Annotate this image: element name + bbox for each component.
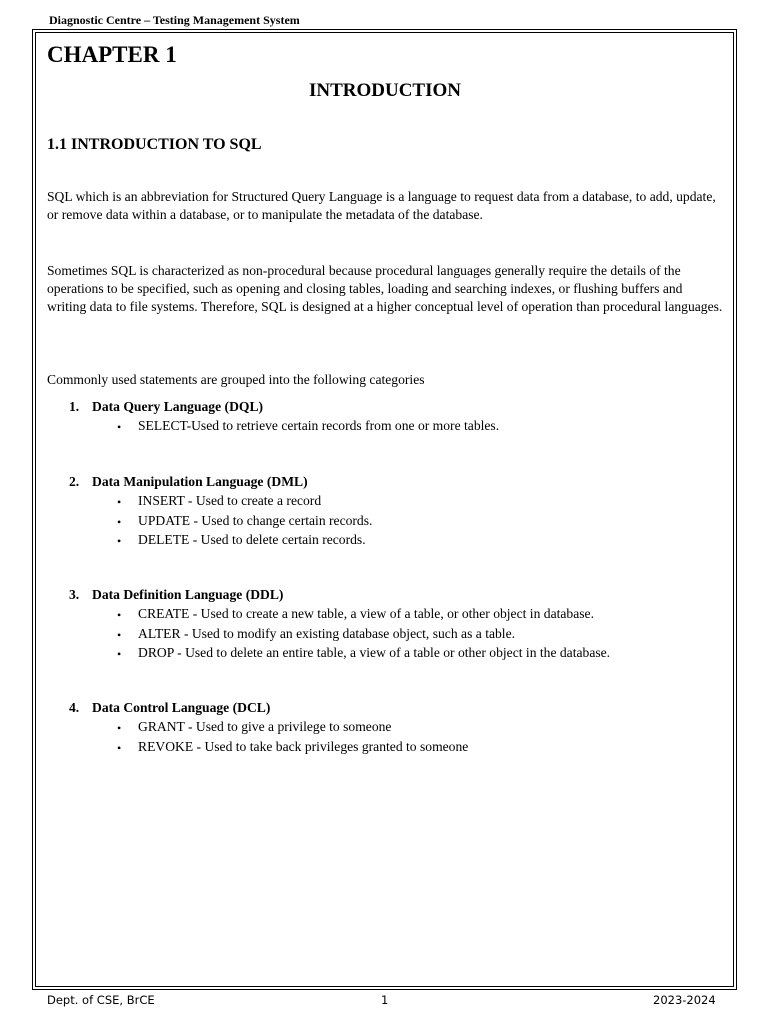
running-header: Diagnostic Centre – Testing Management System: [49, 13, 300, 27]
category-heading: [47, 399, 723, 418]
category-name: Data Control Language (DCL): [92, 700, 271, 715]
category-number: 3.: [69, 587, 80, 602]
category-name: Data Query Language (DQL): [92, 399, 264, 414]
list-item: [47, 493, 723, 513]
paragraph-categories-intro: Commonly used statements are grouped into the following categories: [47, 372, 425, 387]
page-footer: [0, 993, 768, 1009]
list-item-text: GRANT - Used to give a privilege to someone: [138, 719, 392, 734]
list-item: [47, 606, 723, 626]
list-item: [47, 626, 723, 646]
category-heading: [47, 474, 723, 493]
list-item-text: CREATE - Used to create a new table, a view of a table, or other object in database.: [138, 606, 594, 621]
category-dml: [47, 474, 723, 552]
list-item: [47, 739, 723, 759]
bullet-icon: •: [117, 627, 122, 642]
category-number: 1.: [69, 399, 80, 414]
paragraph-sql-definition: SQL which is an abbreviation for Structured Query Language is a language to request data from a database, to add, update, or remove data within a database, or to manipulate the metadata of the database.: [47, 189, 716, 222]
category-number: 2.: [69, 474, 80, 489]
bullet-icon: •: [117, 534, 122, 548]
list-item-text: ALTER - Used to modify an existing database object, such as a table.: [138, 625, 516, 641]
chapter-label: CHAPTER 1: [47, 42, 177, 67]
category-number: 4.: [69, 700, 80, 715]
category-dcl: [47, 700, 723, 758]
bullet-icon: •: [117, 740, 122, 755]
paragraph-non-procedural: Sometimes SQL is characterized as non-procedural because procedural languages generally require the details of the operations to be specified, such as opening and closing tables, loading and searching indexes, or flushing buffers and writing data to file systems. Therefore, SQL is designed at a higher conceptual level of operation than procedural languages.: [47, 263, 723, 314]
list-item: [47, 532, 723, 552]
section-title: 1.1 INTRODUCTION TO SQL: [47, 136, 262, 153]
footer-academic-year: 2023-2024: [653, 993, 716, 1007]
bullet-icon: •: [117, 608, 122, 622]
list-item-text: INSERT - Used to create a record: [138, 493, 322, 508]
list-item: [47, 645, 723, 665]
bullet-icon: •: [117, 647, 122, 661]
category-ddl: [47, 587, 723, 665]
list-item: [47, 418, 723, 438]
list-item-text: SELECT-Used to retrieve certain records from one or more tables.: [138, 418, 500, 433]
bullet-icon: •: [117, 495, 122, 509]
list-item-text: UPDATE - Used to change certain records.: [138, 512, 373, 528]
bullet-icon: •: [117, 721, 122, 735]
list-item: [47, 719, 723, 739]
category-name: Data Definition Language (DDL): [92, 587, 284, 602]
chapter-title: INTRODUCTION: [308, 80, 462, 101]
category-name: Data Manipulation Language (DML): [92, 474, 308, 489]
category-dql: [47, 399, 723, 438]
list-item-text: REVOKE - Used to take back privileges granted to someone: [138, 738, 469, 754]
category-heading: [47, 587, 723, 606]
page-number: 1: [381, 993, 389, 1007]
bullet-icon: •: [117, 514, 122, 529]
list-item: [47, 513, 723, 533]
footer-department: Dept. of CSE, BrCE: [47, 993, 155, 1007]
list-item-text: DELETE - Used to delete certain records.: [138, 532, 366, 547]
bullet-icon: •: [117, 420, 122, 434]
category-heading: [47, 700, 723, 719]
list-item-text: DROP - Used to delete an entire table, a view of a table or other object in the database.: [138, 645, 611, 660]
